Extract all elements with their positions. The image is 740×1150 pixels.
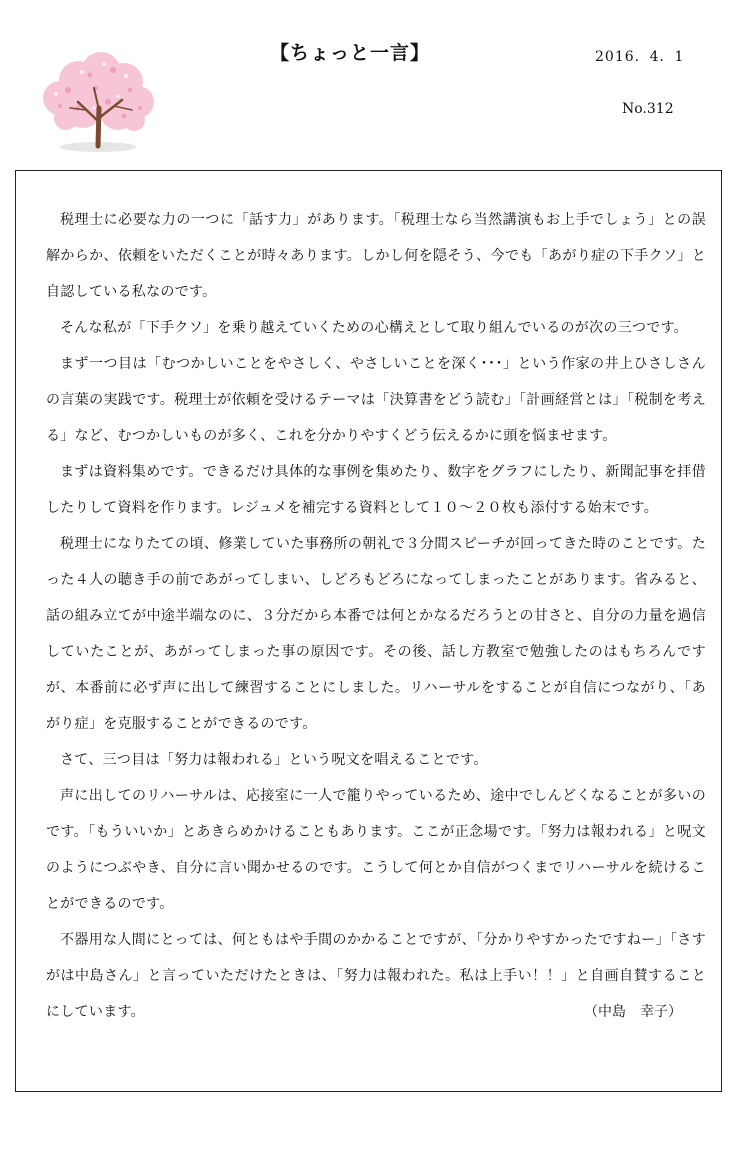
cherry-blossom-tree-icon bbox=[38, 50, 158, 155]
article-paragraph: 税理士になりたての頃、修業していた事務所の朝礼で３分間スピーチが回ってきた時のことです。たった４人の聴き手の前であがってしまい、しどろもどろになってしまったことがあります。省みると、話の組み立てが中途半端なのに、３分だから本番では何とかなるだろうとの甘さと、自分の力量を過信していたことが、あがってしまった事の原因です。その後、話し方教室で勉強したのはもちろんですが、本番前に必ず声に出して練習することにしました。リハーサルをすることが自信につながり、「あがり症」を克服することができるのです。 bbox=[46, 536, 706, 732]
article-paragraph: 不器用な人間にとっては、何ともはや手間のかかることですが、「分かりやすかったですねー」「さすがは中島さん」と言っていただけたときは、「努力は報われた。私は上手い！！」と自画自賛することにしています。 bbox=[46, 932, 706, 1020]
author-signature: （中島 幸子） bbox=[584, 1004, 682, 1020]
article-paragraph: 声に出してのリハーサルは、応接室に一人で籠りやっているため、途中でしんどくなることが多いのです。「もういいか」とあきらめかけることもあります。ここが正念場です。「努力は報われる」と呪文のようにつぶやき、自分に言い聞かせるのです。こうして何とか自信がつくまでリハーサルを続けることができるのです。 bbox=[46, 788, 706, 912]
article-paragraph: まず一つ目は「むつかしいことをやさしく、やさしいことを深く･･･」という作家の井上ひさしさんの言葉の実践です。税理士が依頼を受けるテーマは「決算書をどう読む」「計画経営とは」「税制を考える」など、むつかしいものが多く、これを分かりやすくどう伝えるかに頭を悩ませます。 bbox=[46, 356, 706, 444]
article-paragraph: 税理士に必要な力の一つに「話す力」があります。「税理士なら当然講演もお上手でしょう」との誤解からか、依頼をいただくことが時々あります。しかし何を隠そう、今でも「あがり症の下手クソ」と自認している私なのです。 bbox=[46, 212, 706, 300]
issue-date: 2016．4．1 bbox=[595, 49, 685, 65]
article-body bbox=[46, 202, 706, 1066]
issue-number: No.312 bbox=[622, 101, 674, 117]
article-paragraph: まずは資料集めです。できるだけ具体的な事例を集めたり、数字をグラフにしたり、新聞記事を拝借したりして資料を作ります。レジュメを補完する資料として１０～２０枚も添付する始末です。 bbox=[46, 464, 706, 516]
article-paragraph: そんな私が「下手クソ」を乗り越えていくための心構えとして取り組んでいるのが次の三つです。 bbox=[60, 320, 689, 336]
article-paragraph: さて、三つ目は「努力は報われる」という呪文を唱えることです。 bbox=[60, 752, 488, 768]
page-title: 【ちょっと一言】 bbox=[269, 42, 430, 64]
